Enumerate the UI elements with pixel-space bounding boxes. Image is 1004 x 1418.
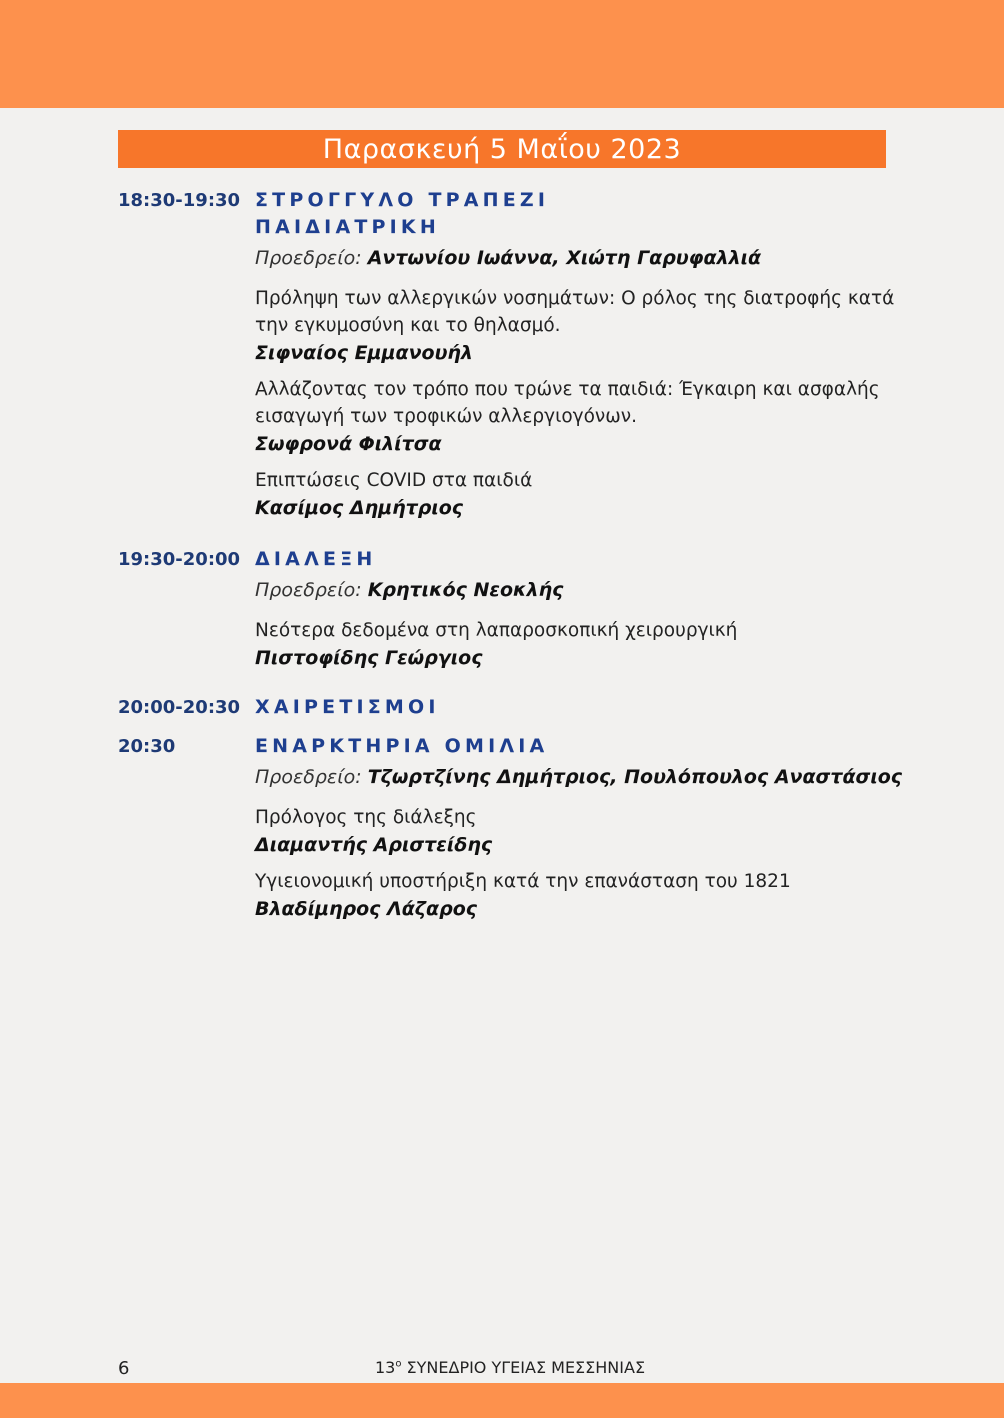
session-title: ΠΑΙΔΙΑΤΡΙΚΗ (255, 216, 440, 238)
session-time: 19:30-20:00 (118, 549, 241, 570)
session-title: ΧΑΙΡΕΤΙΣΜΟΙ (255, 696, 440, 718)
page-number: 6 (118, 1358, 130, 1379)
talk-title: Υγιειονομική υποστήριξη κατά την επανάσταση του 1821 (255, 871, 791, 892)
talk-title: Επιπτώσεις COVID στα παιδιά (255, 470, 533, 491)
session-content (255, 187, 895, 523)
session-content (255, 546, 895, 673)
talk-speaker: Πιστοφίδης Γεώργιος (255, 647, 483, 669)
talk-item (255, 617, 895, 673)
chair-label: Προεδρείο: (255, 247, 362, 269)
conference-name: ΣΥΝΕΔΡΙΟ ΥΓΕΙΑΣ ΜΕΣΣΗΝΙΑΣ (406, 1358, 646, 1377)
chair-label: Προεδρείο: (255, 579, 362, 601)
conference-ordinal: 13 (374, 1358, 396, 1377)
session-content (255, 694, 895, 721)
session-chair (255, 764, 903, 790)
talk-item (255, 285, 895, 368)
session-time: 20:30 (118, 736, 176, 757)
talk-item (255, 376, 895, 459)
talk-speaker: Βλαδίμηρος Λάζαρος (255, 898, 478, 920)
talk-item (255, 868, 895, 924)
session-chair (255, 245, 895, 271)
talk-item (255, 467, 895, 523)
talk-title: Πρόλογος της διάλεξης (255, 807, 477, 828)
session-chair (255, 577, 895, 603)
talk-speaker: Σιφναίος Εμμανουήλ (255, 342, 473, 364)
talk-speaker: Σωφρονά Φιλίτσα (255, 433, 442, 455)
session-title: ΣΤΡΟΓΓΥΛΟ ΤΡΑΠΕΖΙ (255, 189, 550, 211)
day-title: Παρασκευή 5 Μαΐου 2023 (322, 133, 682, 165)
chair-names: Τζωρτζίνης Δημήτριος, Πουλόπουλος Αναστάσιος (367, 766, 903, 788)
talk-item (255, 804, 895, 860)
session-time: 18:30-19:30 (118, 190, 241, 211)
session-title: ΔΙΑΛΕΞΗ (255, 548, 377, 570)
talk-title: Νεότερα δεδομένα στη λαπαροσκοπική χειρουργική (255, 620, 738, 641)
chair-names: Κρητικός Νεοκλής (367, 579, 564, 601)
talk-title: Πρόληψη των αλλεργικών νοσημάτων: Ο ρόλος της διατροφής κατά (255, 288, 895, 309)
session-time: 20:00-20:30 (118, 697, 241, 718)
talk-speaker: Κασίμος Δημήτριος (255, 497, 464, 519)
footer-band (0, 1383, 1004, 1418)
session-title: ΕΝΑΡΚΤΗΡΙΑ ΟΜΙΛΙΑ (255, 735, 549, 757)
footer-conference-title (320, 1358, 700, 1377)
talk-speaker: Διαμαντής Αριστείδης (255, 834, 493, 856)
talk-title: Αλλάζοντας τον τρόπο που τρώνε τα παιδιά: Έγκαιρη και ασφαλής (255, 379, 880, 400)
header-band (0, 0, 1004, 108)
ordinal-suffix: ο (395, 1358, 402, 1370)
talk-title: την εγκυμοσύνη και το θηλασμό. (255, 315, 561, 336)
session-content (255, 733, 903, 924)
chair-names: Αντωνίου Ιωάννα, Χιώτη Γαρυφαλλιά (367, 247, 762, 269)
chair-label: Προεδρείο: (255, 766, 362, 788)
talk-title: εισαγωγή των τροφικών αλλεργιογόνων. (255, 406, 637, 427)
day-title-banner (118, 130, 886, 168)
